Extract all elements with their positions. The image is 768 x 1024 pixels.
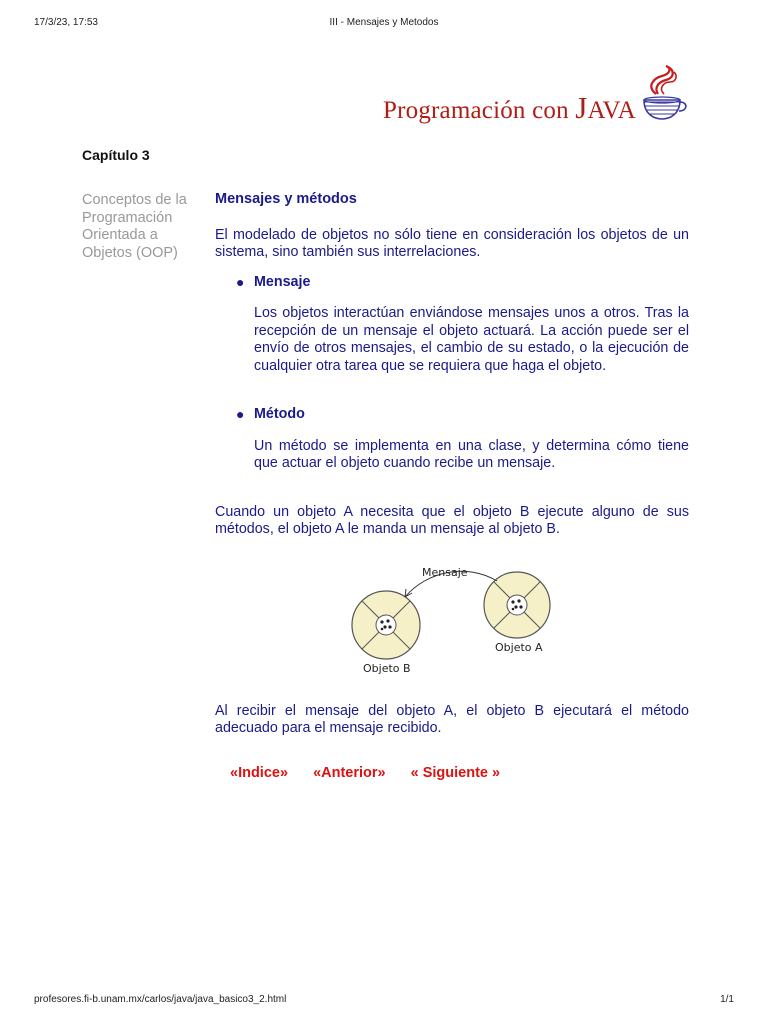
diagram-label-object-b: Objeto B (363, 661, 411, 675)
banner-java-rest: AVA (587, 97, 636, 124)
index-link[interactable]: «Indice» (230, 764, 289, 781)
receive-paragraph: Al recibir el mensaje del objeto A, el objeto B ejecutará el método adecuado para el mensaje recibido. (215, 702, 689, 736)
topic-list (215, 274, 689, 473)
list-item-metodo (215, 406, 689, 473)
object-b-circle (352, 591, 420, 659)
topic-title-metodo: Método (254, 406, 305, 422)
chapter-heading: Capítulo 3 (82, 147, 150, 163)
print-page-title: III - Mensajes y Metodos (329, 17, 439, 28)
print-url: profesores.fi-b.unam.mx/carlos/java/java_basico3_2.html (34, 994, 287, 1005)
diagram-label-mensaje: Mensaje (422, 565, 468, 579)
print-header (34, 17, 734, 31)
bullet-icon: ● (236, 273, 245, 290)
section-title: Mensajes y métodos (215, 191, 357, 207)
diagram-label-object-a: Objeto A (495, 640, 543, 654)
java-cup-logo (636, 64, 688, 122)
main-content (215, 191, 689, 782)
topic-title-mensaje: Mensaje (254, 273, 311, 290)
sidebar-topic: Conceptos de la Programación Orientada a Objetos (OOP) (82, 192, 187, 261)
intro-paragraph: El modelado de objetos no sólo tiene en consideración los objetos de un sistema, sino también sus interrelaciones. (215, 226, 689, 260)
print-page-count: 1/1 (720, 994, 734, 1005)
banner-java-first: J (575, 90, 588, 125)
previous-link[interactable]: «Anterior» (313, 764, 386, 781)
print-footer (34, 994, 734, 1008)
banner-prefix: Programación con (383, 97, 576, 124)
message-diagram (347, 565, 557, 683)
objects-paragraph: Cuando un objeto A necesita que el objeto B ejecute alguno de sus métodos, el objeto A le manda un mensaje al objeto B. (215, 503, 689, 537)
list-item-mensaje (215, 274, 689, 376)
page-navigation (215, 765, 689, 783)
topic-text-metodo: Un método se implementa en una clase, y determina cómo tiene que actuar el objeto cuando recibe un mensaje. (254, 437, 689, 471)
object-a-circle (484, 572, 550, 638)
next-link[interactable]: « Siguiente » (410, 764, 501, 781)
print-date: 17/3/23, 17:53 (34, 17, 98, 28)
banner-title (383, 90, 636, 126)
bullet-icon: ● (236, 406, 245, 422)
topic-text-mensaje: Los objetos interactúan enviándose mensajes unos a otros. Tras la recepción de un mensaje el objeto actuará. La acción puede ser el envío de otros mensajes, el cambio de su estado, o la ejecución de cualquier otra tarea que se requiera que haga el objeto. (254, 305, 689, 374)
